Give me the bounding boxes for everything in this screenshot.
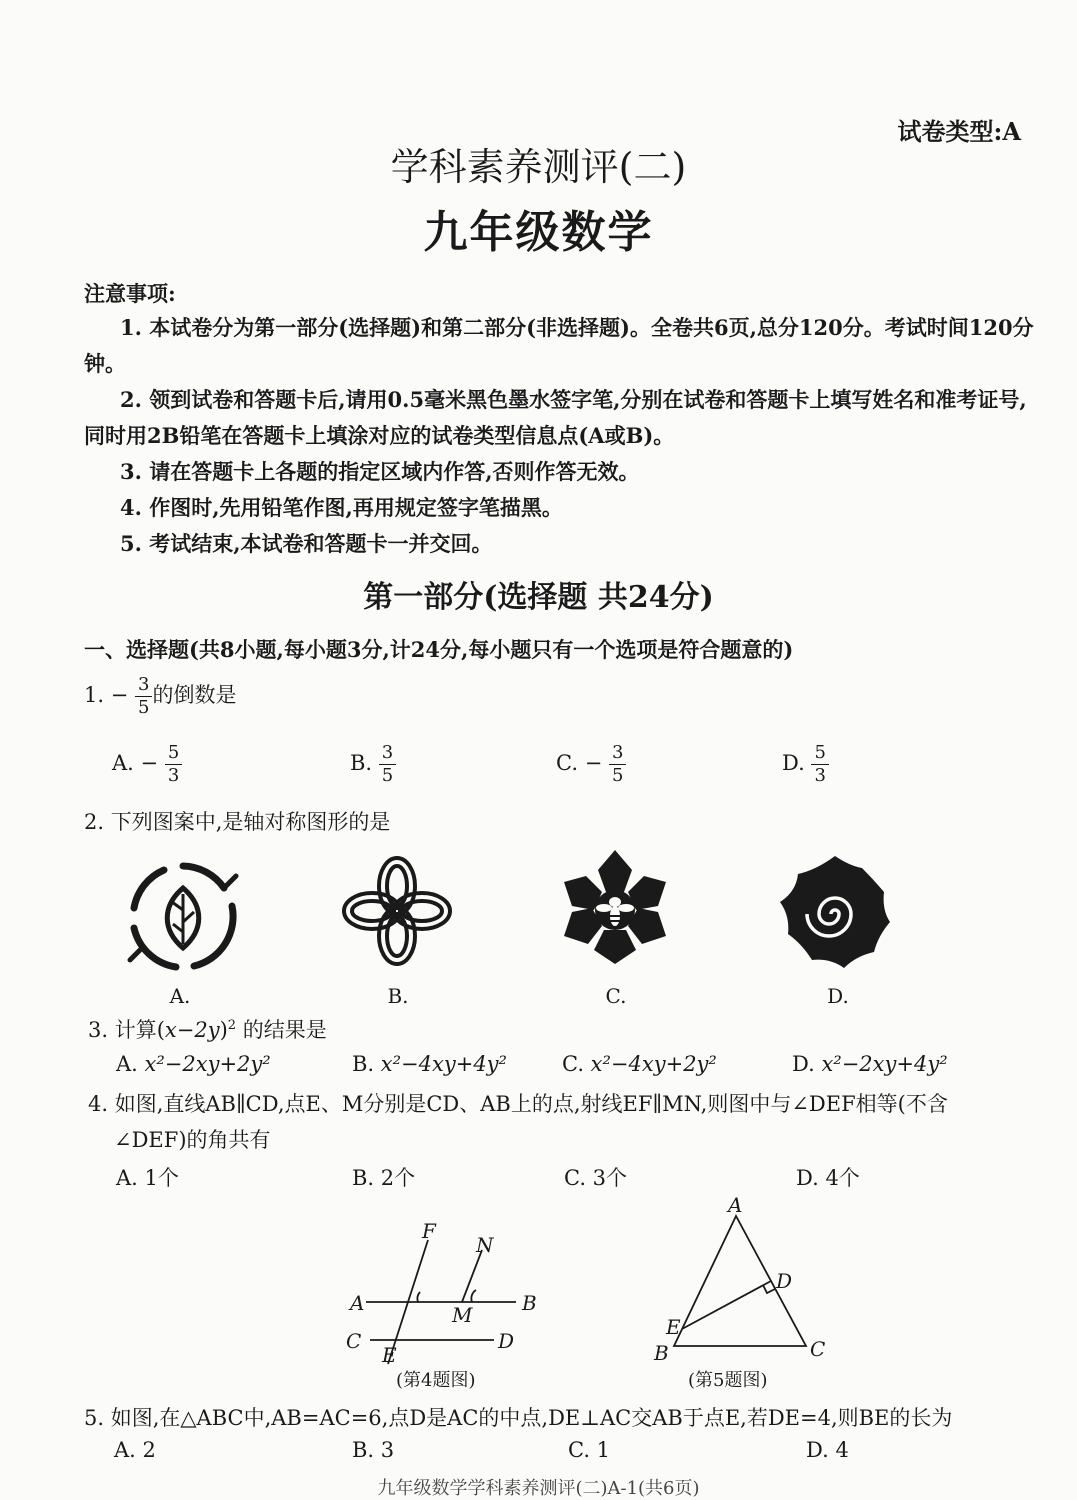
label-b: B [654, 1341, 669, 1365]
notice-list [84, 310, 1044, 562]
label-a: A [350, 1291, 365, 1315]
label-n: N [476, 1233, 494, 1257]
q2-figure-d[interactable] [774, 852, 896, 974]
notice-item: 1. 本试卷分为第一部分(选择题)和第二部分(非选择题)。全卷共6页,总分120分。考试时间120分钟。 [84, 315, 1034, 376]
notice-item: 4. 作图时,先用铅笔作图,再用规定签字笔描黑。 [120, 495, 563, 520]
q4-option-d[interactable]: D. 4个 [796, 1166, 860, 1190]
minus-sign: − [110, 683, 129, 707]
notice-item: 3. 请在答题卡上各题的指定区域内作答,否则作答无效。 [120, 459, 640, 484]
question-number: 1. [84, 683, 105, 707]
question-text: 的倒数是 [152, 683, 237, 707]
question-4-line-2: ∠DEF)的角共有 [114, 1128, 271, 1152]
label-e: E [666, 1315, 681, 1339]
question-5: 5. 如图,在△ABC中,AB=AC=6,点D是AC的中点,DE⊥AC交AB于点E,若DE=4,则BE的长为 [84, 1406, 953, 1430]
figure-4-caption: (第4题图) [396, 1370, 476, 1391]
question-1 [84, 676, 236, 717]
figure-4 [340, 1222, 550, 1372]
label-c: C [810, 1337, 826, 1361]
figure-5 [650, 1196, 840, 1372]
q2-label-a: A. [169, 984, 191, 1008]
q1-option-a[interactable]: A. − $\frac{5}{3}$ [112, 744, 182, 785]
label-e: E [382, 1343, 397, 1367]
q4-option-c[interactable]: C. 3个 [564, 1166, 628, 1190]
section-heading: 一、选择题(共8小题,每小题3分,计24分,每小题只有一个选项是符合题意的) [84, 637, 794, 662]
q3-option-a[interactable]: A. x²−2xy+2y² [116, 1052, 271, 1076]
q3-option-b[interactable]: B. x²−4xy+4y² [352, 1052, 507, 1076]
part-title: 第一部分(选择题 共24分) [363, 580, 714, 615]
question-3: 3. 计算$(x-2y)^2$ 的结果是 [88, 1018, 327, 1042]
q2-label-c: C. [605, 984, 627, 1008]
q2-figure-a[interactable] [124, 858, 242, 976]
question-2: 2. 下列图案中,是轴对称图形的是 [84, 810, 391, 834]
label-d: D [776, 1269, 793, 1293]
label-d: D [498, 1329, 515, 1353]
q4-option-b[interactable]: B. 2个 [352, 1166, 416, 1190]
label-m: M [452, 1303, 473, 1327]
subject-title: 九年级数学 [423, 207, 654, 258]
q2-figure-c[interactable] [554, 846, 676, 968]
q3-option-c[interactable]: C. x²−4xy+2y² [562, 1052, 717, 1076]
label-b: B [522, 1291, 537, 1315]
notice-item: 2. 领到试卷和答题卡后,请用0.5毫米黑色墨水签字笔,分别在试卷和答题卡上填写姓名和准考证号,同时用2B铅笔在答题卡上填涂对应的试卷类型信息点(A或B)。 [84, 387, 1027, 448]
notice-heading: 注意事项: [84, 281, 176, 306]
q2-figure-b[interactable] [338, 852, 456, 970]
q3-option-d[interactable]: D. x²−2xy+4y² [792, 1052, 948, 1076]
label-c: C [346, 1329, 362, 1353]
q5-option-d[interactable]: D. 4 [806, 1438, 849, 1462]
q5-option-b[interactable]: B. 3 [352, 1438, 395, 1462]
page-footer: 九年级数学学科素养测评(二)A-1(共6页) [377, 1478, 700, 1499]
question-4-line-1: 4. 如图,直线AB∥CD,点E、M分别是CD、AB上的点,射线EF∥MN,则图中与∠DEF相等(不含 [88, 1092, 948, 1116]
q4-option-a[interactable]: A. 1个 [116, 1166, 179, 1190]
label-a: A [728, 1196, 743, 1217]
label-f: F [422, 1222, 436, 1243]
q2-label-d: D. [827, 984, 849, 1008]
notice-item: 5. 考试结束,本试卷和答题卡一并交回。 [120, 531, 493, 556]
q5-option-a[interactable]: A. 2 [114, 1438, 156, 1462]
figure-5-caption: (第5题图) [688, 1370, 768, 1391]
q1-option-d[interactable]: D. $\frac{5}{3}$ [782, 744, 829, 785]
q2-label-b: B. [387, 984, 409, 1008]
paper-type: 试卷类型:A [897, 117, 1021, 146]
q1-option-b[interactable]: B. $\frac{3}{5}$ [350, 744, 396, 785]
fraction: $\frac{3}{5}$ [135, 676, 152, 717]
q1-option-c[interactable]: C. − $\frac{3}{5}$ [556, 744, 626, 785]
q5-option-c[interactable]: C. 1 [568, 1438, 611, 1462]
exam-title: 学科素养测评(二) [390, 145, 687, 189]
